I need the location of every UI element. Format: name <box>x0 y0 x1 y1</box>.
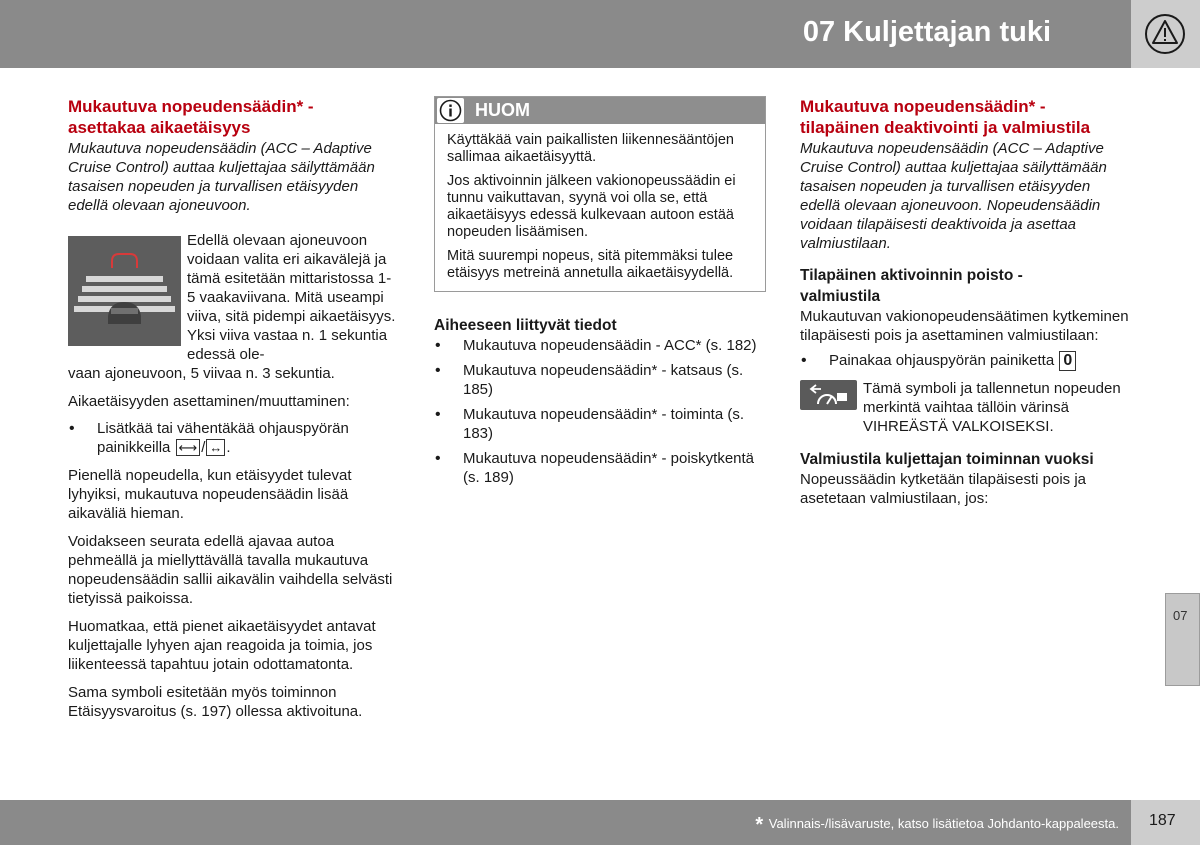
info-icon <box>437 98 464 123</box>
heading-line: Mukautuva nopeudensäädin* - <box>800 97 1046 116</box>
note-paragraph: Jos aktivoinnin jälkeen vakionopeussäädin ei tunnu vaikuttavan, syynä voi olla se, että aikaetäisyys edessä kulkevaan autoon estää nopeuden lisäämisen. <box>447 173 736 240</box>
paragraph: Sama symboli esitetään myös toiminnon Etäisyysvaroitus (s. 197) ollessa aktivoituna. <box>68 684 363 720</box>
bullet-text: Painakaa ohjauspyörän painiketta <box>829 352 1055 369</box>
key-separator: / <box>201 439 206 456</box>
related-link[interactable]: • Mukautuva nopeudensäädin* - katsaus (s. 185) <box>434 361 766 399</box>
speedometer-car-icon <box>809 384 849 406</box>
figure-caption-continued: vaan ajoneuvoon, 5 viivaa n. 3 sekuntia. <box>68 365 335 382</box>
related-info-heading: Aiheeseen liittyvät tiedot <box>434 317 617 334</box>
right-column <box>800 96 1130 508</box>
list-item <box>68 419 398 457</box>
related-links-list <box>434 336 766 487</box>
paragraph: Voidakseen seurata edellä ajavaa autoa pehmeällä ja miellyttävällä tavalla mukautuva nopeudensäädin sallii aikavälin vaihdella selvästi tietyissä paikoissa. <box>68 533 393 607</box>
middle-column <box>434 96 766 487</box>
chapter-header <box>0 0 1131 68</box>
symbol-description: Tämä symboli ja tallennetun nopeuden merkintä vaihtaa tällöin värinsä VIHREÄSTÄ VALKOISEKSI. <box>863 380 1121 435</box>
section-heading-standby <box>800 96 1130 138</box>
bullet-end: . <box>226 439 231 456</box>
intro-text: Mukautuva nopeudensäädin (ACC – Adaptive Cruise Control) auttaa kuljettajaa säilyttämään tasaisen nopeuden ja turvallisen etäisyyden edellä olevaan ajoneuvoon. <box>68 140 375 214</box>
heading-line: Mukautuva nopeudensäädin* - <box>68 97 314 116</box>
symbol-row <box>800 379 1130 436</box>
note-paragraph: Mitä suurempi nopeus, sitä pitemmäksi tulee etäisyys metreinä annetulla aikaetäisyydellä. <box>447 248 734 281</box>
set-steps-list <box>68 419 398 457</box>
paragraph: Pienellä nopeudella, kun etäisyydet tulevat lyhyiksi, mukautuva nopeudensäädin lisää aikaväliä hieman. <box>68 467 352 522</box>
related-link[interactable]: • Mukautuva nopeudensäädin* - poiskytkentä (s. 189) <box>434 449 766 487</box>
intro-text: Mukautuva nopeudensäädin (ACC – Adaptive Cruise Control) auttaa kuljettajaa säilyttämään tasaisen nopeuden ja turvallisen etäisyyden edellä olevaan ajoneuvoon. Nopeudensäädin voidaan tilapäisesti deaktivoida ja asettaa valmiustilaan. <box>800 140 1107 252</box>
footnote <box>755 814 1119 835</box>
chapter-title: 07 Kuljettajan tuki <box>802 16 1051 48</box>
paragraph: Nopeussäädin kytketään tilapäisesti pois ja asetetaan valmiustilaan, jos: <box>800 471 1087 507</box>
heading-line: tilapäinen deaktivointi ja valmiustila <box>800 118 1091 137</box>
set-time-gap-label: Aikaetäisyyden asettaminen/muuttaminen: <box>68 393 350 410</box>
footnote-star: * <box>755 814 764 836</box>
left-column <box>68 96 398 721</box>
related-link[interactable]: • Mukautuva nopeudensäädin - ACC* (s. 182) <box>434 336 766 355</box>
note-body <box>435 124 765 291</box>
page-number-box <box>1131 800 1200 845</box>
bullet-text: Lisätkää tai vähentäkää ohjauspyörän painikkeilla <box>97 420 349 456</box>
list-item <box>800 351 1130 371</box>
related-link[interactable]: • Mukautuva nopeudensäädin* - toiminta (s. 183) <box>434 405 766 443</box>
heading-line: asettakaa aikaetäisyys <box>68 118 251 137</box>
page-footer <box>0 800 1131 845</box>
chapter-icon-box <box>1131 0 1200 68</box>
decrease-gap-button: ↔ <box>206 439 225 456</box>
page-number: 187 <box>1149 812 1176 829</box>
note-title: HUOM <box>475 100 530 120</box>
chapter-side-tab[interactable] <box>1165 593 1200 686</box>
note-header <box>435 97 765 124</box>
figure-caption-text: Edellä olevaan ajoneuvoon voidaan valita eri aikavälejä ja tämä esitetään mittaristossa 1-5 vaakaviivana. Mitä useampi viiva, sitä pidempi aikaetäisyys. Yksi viiva vastaa n. 1 sekuntia edessä ole- <box>187 232 396 363</box>
cruise-control-symbol <box>800 380 857 410</box>
figure-block <box>68 231 398 364</box>
paragraph: Mukautuvan vakionopeudensäätimen kytkeminen tilapäisesti pois ja asettaminen valmiustilaan: <box>800 308 1129 344</box>
section-heading-time-gap <box>68 96 398 138</box>
subheading-temporary-deactivation: Tilapäinen aktivoinnin poisto - valmiustila <box>800 267 1023 305</box>
note-paragraph: Käyttäkää vain paikallisten liikennesääntöjen sallimaa aikaetäisyyttä. <box>447 132 734 165</box>
zero-button: 0 <box>1059 351 1076 371</box>
paragraph: Huomatkaa, että pienet aikaetäisyydet antavat kuljettajalle lyhyen ajan reagoida ja toimia, jos liikenteessä tapahtuu jotain odottamatonta. <box>68 618 376 673</box>
distance-lines-image <box>68 236 181 346</box>
deactivation-steps <box>800 351 1130 371</box>
footnote-text: Valinnais-/lisävaruste, katso lisätietoa Johdanto-kappaleesta. <box>768 816 1119 831</box>
note-box <box>434 96 766 292</box>
chapter-tab-label: 07 <box>1173 608 1188 623</box>
warning-triangle-icon <box>1144 13 1186 55</box>
subheading-driver-standby: Valmiustila kuljettajan toiminnan vuoksi <box>800 451 1094 468</box>
car-distance-icon <box>68 236 181 346</box>
increase-gap-button: ⟷ <box>176 439 201 456</box>
